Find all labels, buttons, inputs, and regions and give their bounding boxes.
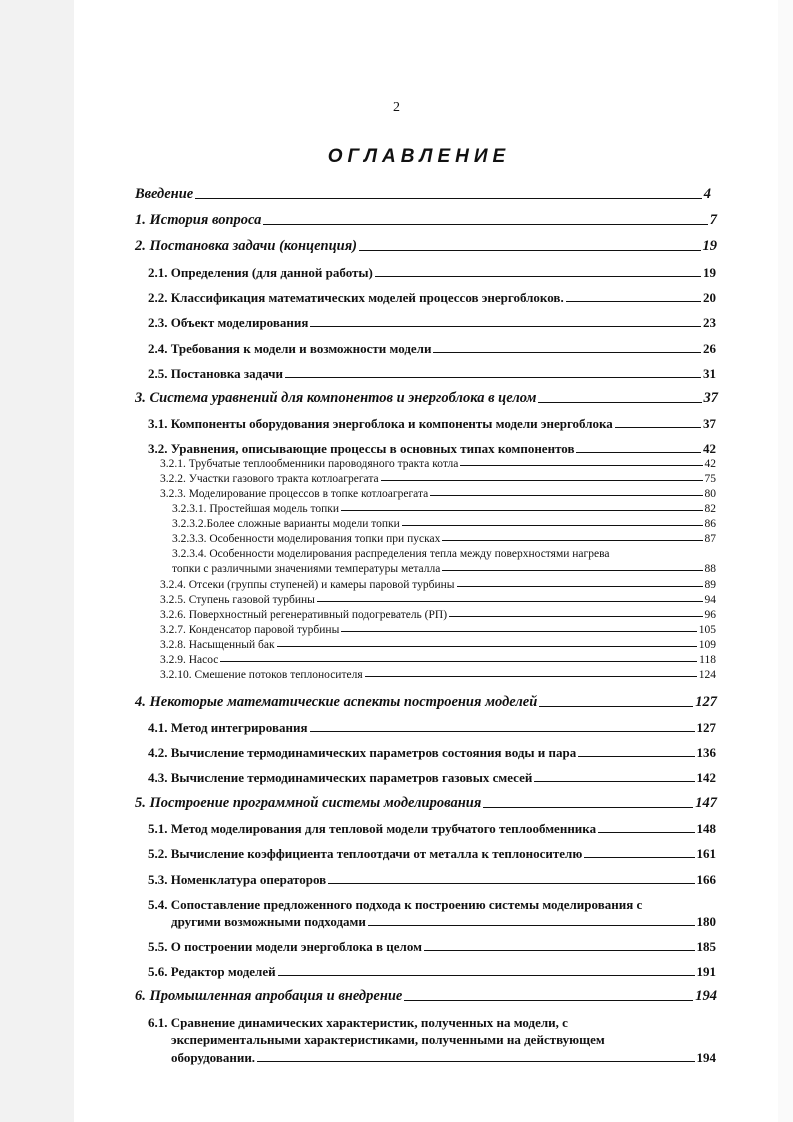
toc-entry-label: другими возможными подходами <box>171 914 366 929</box>
toc-entry-label: 2.1. Определения (для данной работы) <box>148 265 373 280</box>
toc-entry-page: 191 <box>696 964 716 979</box>
toc-entry-label: 1. История вопроса <box>135 212 262 228</box>
toc-entry-page: 19 <box>702 238 717 254</box>
toc-entry-page: 109 <box>698 639 716 651</box>
toc-entry-label: 4.1. Метод интегрирования <box>148 720 308 735</box>
toc-entry-3-2[interactable] <box>148 441 716 457</box>
toc-entry-label: 3.2.2. Участки газового тракта котлоагрегата <box>160 473 379 485</box>
toc-entry-label: 3.2.3.2.Более сложные варианты модели топки <box>172 518 400 530</box>
toc-entry-page: 124 <box>698 669 716 681</box>
toc-entry-3-2-3-1[interactable] <box>172 503 716 515</box>
toc-entry-3[interactable] <box>135 390 718 407</box>
toc-entry-label: 3.2.1. Трубчатые теплообменники пароводяного тракта котла <box>160 458 459 470</box>
toc-entry-label: 5.6. Редактор моделей <box>148 964 276 979</box>
toc-entry-page: 118 <box>699 654 716 666</box>
toc-entry-2[interactable] <box>135 238 717 255</box>
toc-entry-5-5[interactable] <box>148 939 716 955</box>
toc-entry-page: 26 <box>703 341 716 356</box>
toc-entry-3-2-2[interactable] <box>160 473 716 485</box>
toc-entry-page: 4 <box>703 186 711 202</box>
toc-entry-page: 105 <box>698 624 716 636</box>
toc-entry-page: 88 <box>704 563 716 575</box>
toc-entry-3-2-1[interactable] <box>160 458 716 470</box>
toc-entry-label: 3.2.8. Насыщенный бак <box>160 639 275 651</box>
toc-entry-3-2-6[interactable] <box>160 609 716 621</box>
toc-entry-4[interactable] <box>135 694 717 711</box>
toc-entry-page: 42 <box>703 441 716 456</box>
toc-entry-page: 80 <box>704 488 716 500</box>
toc-entry-5-1[interactable] <box>148 821 716 837</box>
toc-entry-label: 5.5. О построении модели энергоблока в целом <box>148 939 422 954</box>
toc-entry-3-2-3[interactable] <box>160 488 716 500</box>
scan-margin-right <box>778 0 793 1122</box>
toc-entry-label: 3. Система уравнений для компонентов и энергоблока в целом <box>135 390 537 406</box>
toc-entry-4-2[interactable] <box>148 745 716 761</box>
toc-entry-2-4[interactable] <box>148 341 716 357</box>
toc-entry-label: 6. Промышленная апробация и внедрение <box>135 988 403 1004</box>
toc-entry-3-2-3-4[interactable] <box>172 563 716 575</box>
toc-entry-page: 96 <box>704 609 716 621</box>
toc-entry-page: 161 <box>696 846 716 861</box>
toc-entry-label: 5.3. Номенклатура операторов <box>148 872 327 887</box>
toc-entry-5[interactable] <box>135 795 717 812</box>
toc-entry-3-2-4[interactable] <box>160 579 716 591</box>
toc-entry-6[interactable] <box>135 988 717 1005</box>
toc-entry-page: 37 <box>703 390 718 406</box>
toc-entry-page: 23 <box>703 315 716 330</box>
toc-entry-4-1[interactable] <box>148 720 716 736</box>
toc-entry-page: 194 <box>695 988 717 1004</box>
toc-entry-5-4-line1[interactable]: 5.4. Сопоставление предложенного подхода к построению системы моделирования с <box>148 897 643 912</box>
toc-entry-5-4[interactable] <box>171 914 716 930</box>
toc-entry-2-1[interactable] <box>148 265 716 281</box>
toc-entry-page: 166 <box>696 872 716 887</box>
toc-entry-label: 5. Построение программной системы моделирования <box>135 795 482 811</box>
toc-entry-label: 4. Некоторые математические аспекты построения моделей <box>135 694 538 710</box>
toc-entry-page: 94 <box>704 594 716 606</box>
toc-entry-5-2[interactable] <box>148 846 716 862</box>
toc-entry-label: 3.2.3. Моделирование процессов в топке котлоагрегата <box>160 488 429 500</box>
toc-entry-label: 3.2.3.1. Простейшая модель топки <box>172 503 340 515</box>
toc-entry-page: 7 <box>709 212 717 228</box>
toc-entry-page: 87 <box>704 533 716 545</box>
toc-entry-page: 86 <box>704 518 716 530</box>
toc-entry-page: 142 <box>696 770 716 785</box>
toc-entry-2-3[interactable] <box>148 315 716 331</box>
toc-entry-label: 3.2.10. Смешение потоков теплоносителя <box>160 669 363 681</box>
toc-entry-label: топки с различными значениями температуры металла <box>172 563 441 575</box>
toc-entry-page: 20 <box>703 290 716 305</box>
toc-entry-6-1-line1[interactable]: 6.1. Сравнение динамических характеристик, полученных на модели, с <box>148 1015 568 1030</box>
toc-entry-label: 2.5. Постановка задачи <box>148 366 284 381</box>
toc-entry-3-2-8[interactable] <box>160 639 716 651</box>
toc-entry-2-5[interactable] <box>148 366 716 382</box>
toc-entry-label: 3.2. Уравнения, описывающие процессы в основных типах компонентов <box>148 441 575 456</box>
toc-entry-4-3[interactable] <box>148 770 716 786</box>
toc-entry-3-2-7[interactable] <box>160 624 716 636</box>
toc-entry-label: 5.1. Метод моделирования для тепловой модели трубчатого теплообменника <box>148 821 597 836</box>
toc-entry-page: 127 <box>695 694 717 710</box>
toc-entry-label: оборудовании. <box>171 1050 256 1065</box>
toc-entry-page: 82 <box>704 503 716 515</box>
toc-entry-label: 2.4. Требования к модели и возможности модели <box>148 341 432 356</box>
toc-entry-label: 3.2.6. Поверхностный регенеративный подогреватель (РП) <box>160 609 448 621</box>
toc-entry-label: 3.2.9. Насос <box>160 654 219 666</box>
toc-entry-label: 3.2.5. Ступень газовой турбины <box>160 594 315 606</box>
toc-entry-5-6[interactable] <box>148 964 716 980</box>
toc-entry-2-2[interactable] <box>148 290 716 306</box>
toc-entry-label: 3.1. Компоненты оборудования энергоблока и компоненты модели энергоблока <box>148 416 613 431</box>
toc-entry-3-2-3-2[interactable] <box>172 518 716 530</box>
toc-entry-page: 148 <box>696 821 716 836</box>
toc-entry-page: 19 <box>703 265 716 280</box>
page-title: ОГЛАВЛЕНИЕ <box>327 146 511 167</box>
toc-entry-5-3[interactable] <box>148 872 716 888</box>
toc-entry-3-2-3-4-line1[interactable]: 3.2.3.4. Особенности моделирования распределения тепла между поверхностями нагрева <box>172 548 610 560</box>
toc-entry-label: 2.3. Объект моделирования <box>148 315 309 330</box>
toc-entry-label: 4.3. Вычисление термодинамических параметров газовых смесей <box>148 770 533 785</box>
toc-entry-label: Введение <box>135 186 194 202</box>
toc-entry-1[interactable] <box>135 212 717 229</box>
toc-entry-page: 89 <box>704 579 716 591</box>
toc-entry-label: 3.2.3.3. Особенности моделирования топки при пусках <box>172 533 441 545</box>
toc-entry-page: 42 <box>704 458 716 470</box>
toc-entry-page: 194 <box>696 1050 716 1065</box>
toc-entry-3-2-10[interactable] <box>160 669 716 681</box>
toc-entry-6-1-line2[interactable]: экспериментальными характеристиками, полученными на действующем <box>171 1032 605 1047</box>
toc-entry-page: 180 <box>696 914 716 929</box>
toc-entry-3-2-3-3[interactable] <box>172 533 716 545</box>
toc-entry-page: 147 <box>695 795 717 811</box>
toc-entry-3-2-5[interactable] <box>160 594 716 606</box>
toc-entry-label: 3.2.7. Конденсатор паровой турбины <box>160 624 340 636</box>
toc-entry-label: 4.2. Вычисление термодинамических параметров состояния воды и пара <box>148 745 577 760</box>
toc-entry-3-1[interactable] <box>148 416 716 432</box>
toc-entry-6-1[interactable] <box>171 1050 716 1066</box>
toc-entry-page: 31 <box>703 366 716 381</box>
toc-entry-page: 136 <box>696 745 716 760</box>
toc-entry-page: 37 <box>703 416 716 431</box>
toc-entry-label: 2. Постановка задачи (концепция) <box>135 238 358 254</box>
toc-entry-page: 127 <box>696 720 716 735</box>
toc-entry-page: 185 <box>696 939 716 954</box>
toc-entry-introduction[interactable] <box>135 186 711 203</box>
toc-entry-3-2-9[interactable] <box>160 654 716 666</box>
toc-entry-label: 5.2. Вычисление коэффициента теплоотдачи от металла к теплоносителю <box>148 846 583 861</box>
scan-margin-left <box>0 0 74 1122</box>
toc-entry-page: 75 <box>704 473 716 485</box>
toc-entry-label: 3.2.4. Отсеки (группы ступеней) и камеры паровой турбины <box>160 579 455 591</box>
page-number: 2 <box>393 100 400 115</box>
toc-entry-label: 2.2. Классификация математических моделей процессов энергоблоков. <box>148 290 564 305</box>
